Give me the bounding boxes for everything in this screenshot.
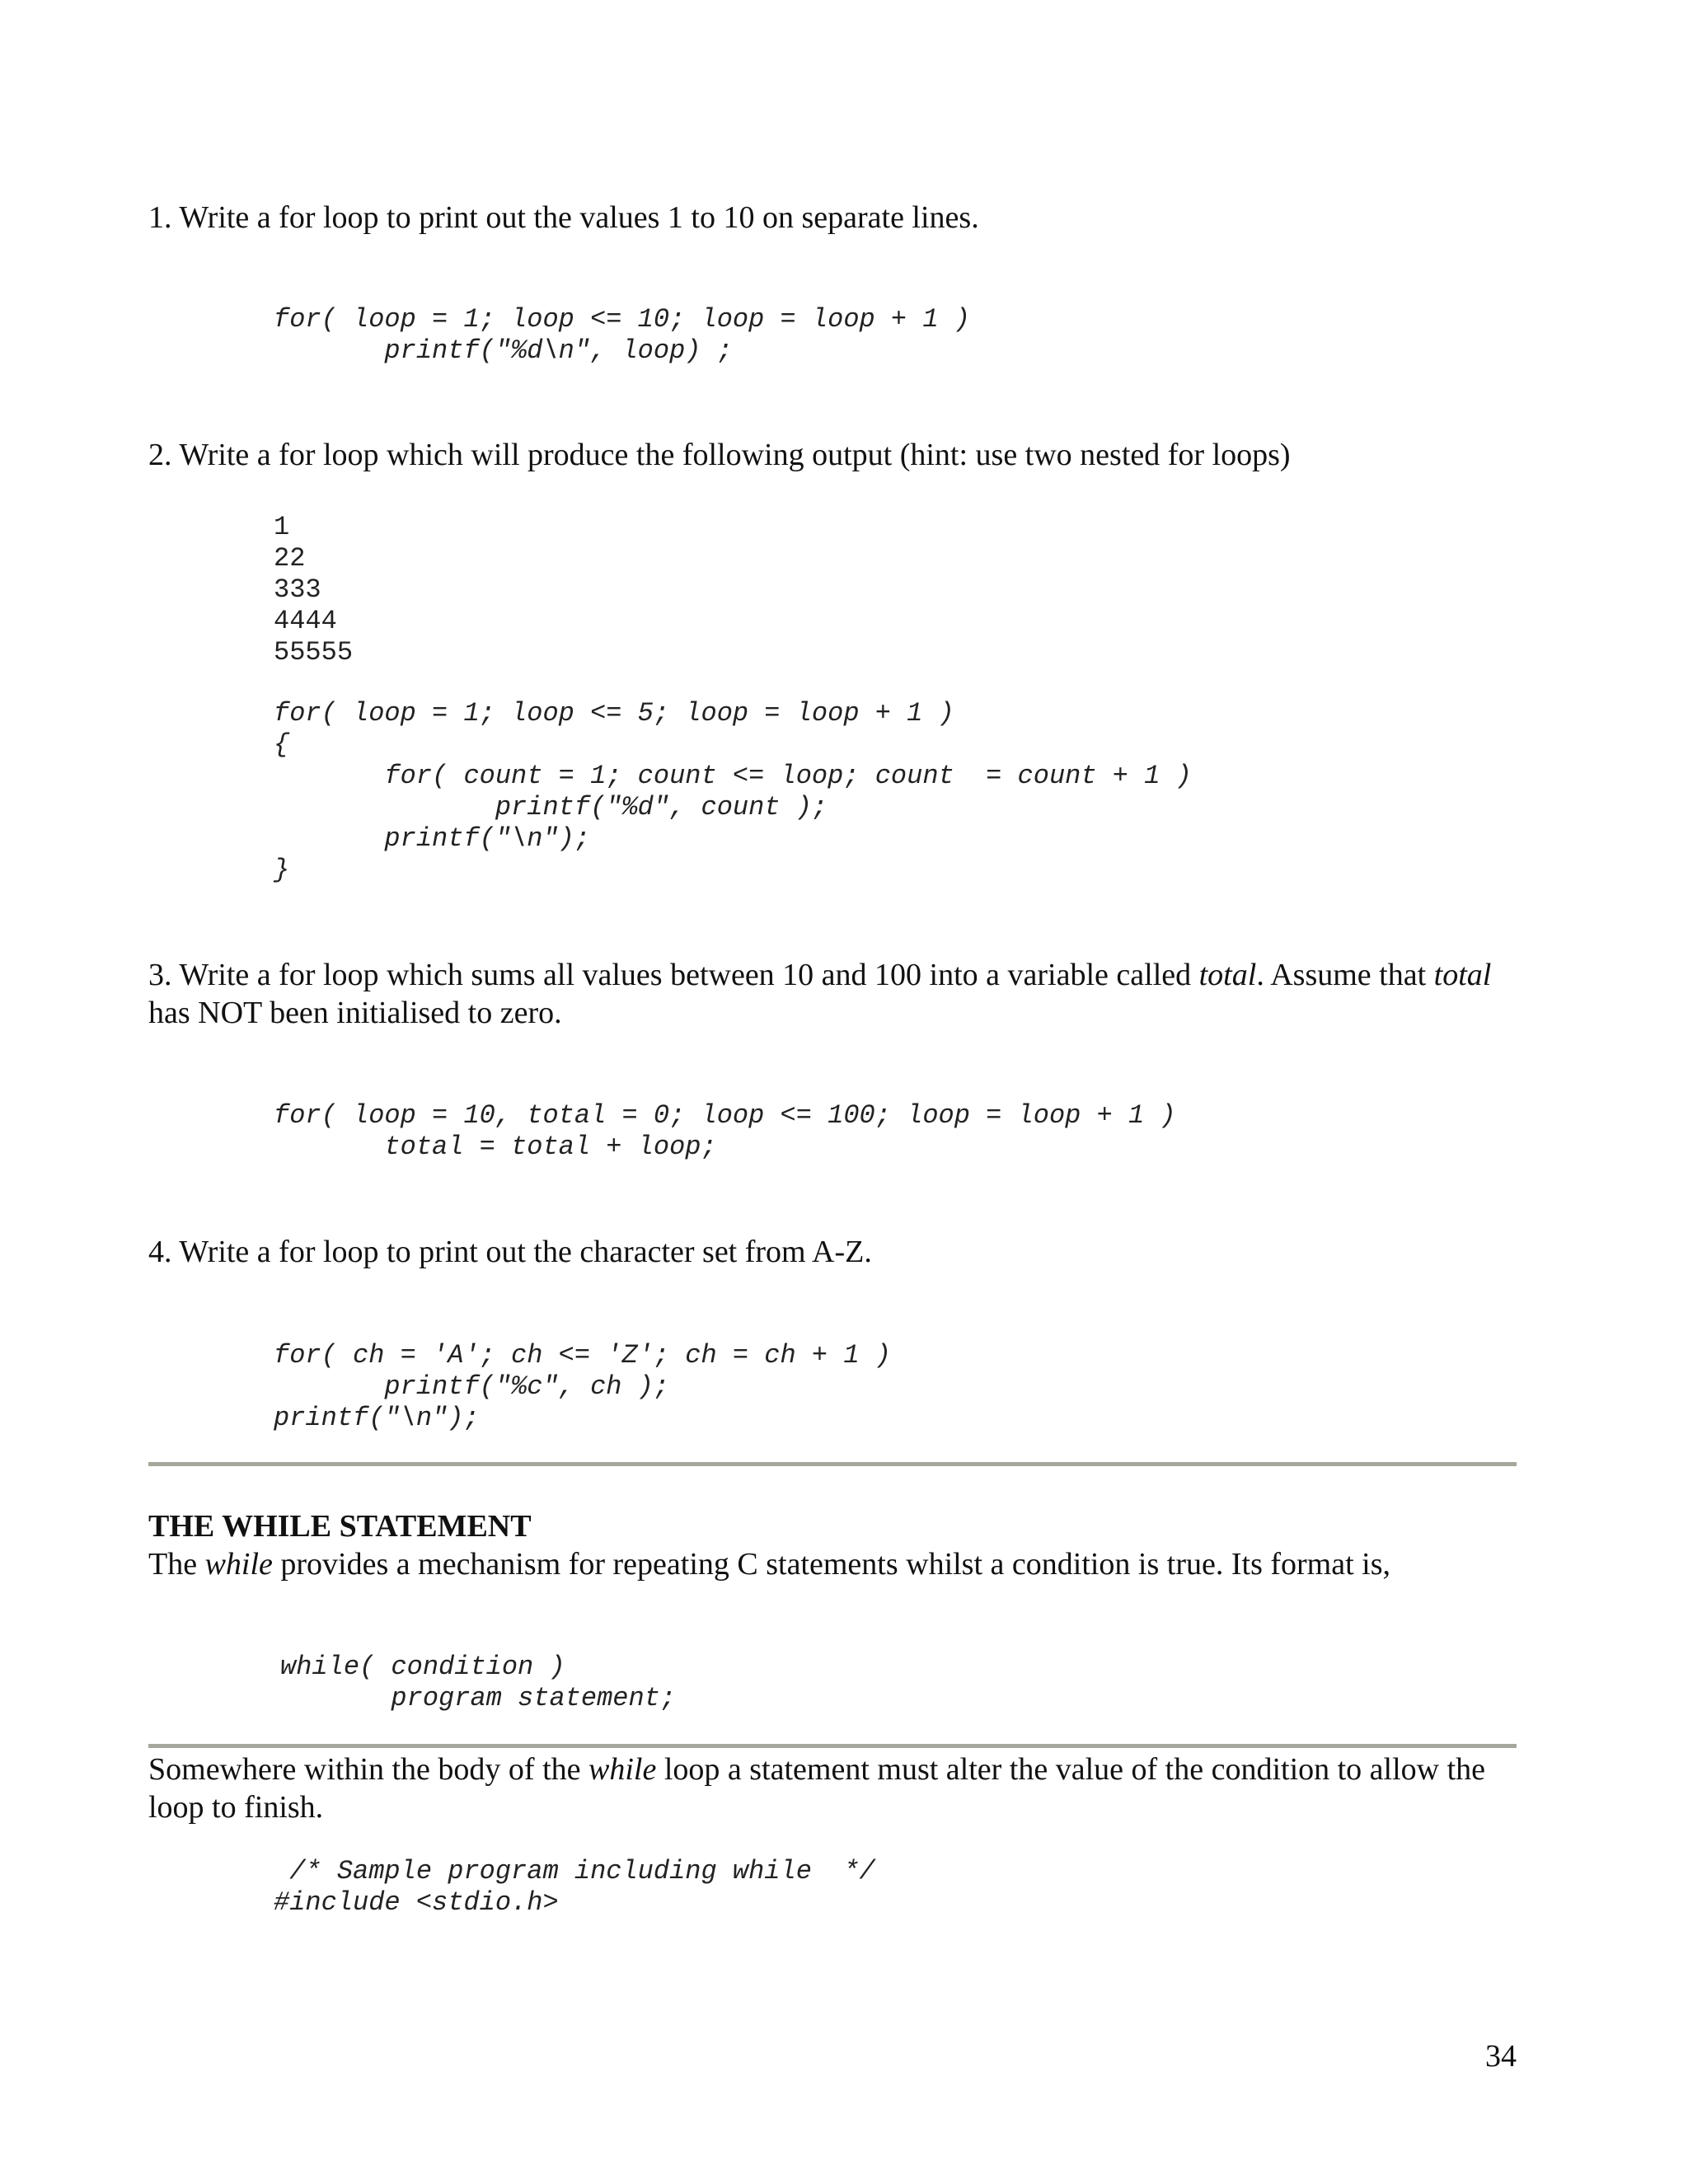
- section-heading: THE WHILE STATEMENT: [148, 1509, 532, 1544]
- while-intro-after: provides a mechanism for repeating C statements whilst a condition is true. Its format is,: [272, 1547, 1390, 1582]
- section-divider-top: [148, 1462, 1517, 1466]
- question-2-text: 2. Write a for loop which will produce the following output (hint: use two nested for loops): [148, 438, 1291, 472]
- question-2-output: 1 22 333 4444 55555: [274, 512, 354, 668]
- question-3-variable: total: [1198, 958, 1257, 992]
- question-3-variable-2: total: [1433, 958, 1492, 992]
- question-3-code: for( loop = 10, total = 0; loop <= 100; loop = loop + 1 ) total = total + loop;: [274, 1100, 1176, 1162]
- while-sample-code: /* Sample program including while */ #include <stdio.h>: [274, 1856, 875, 1918]
- while-intro-keyword: while: [204, 1547, 273, 1582]
- question-3-text-middle: . Assume that: [1256, 958, 1434, 992]
- question-2-code: for( loop = 1; loop <= 5; loop = loop + 1 ) { for( count = 1; count <= loop; count = count + 1 ) printf("%d", count ); printf("\n"); }: [274, 698, 1192, 885]
- question-3-text: [148, 956, 1517, 1032]
- while-note-keyword: while: [588, 1752, 657, 1787]
- while-intro-before: The: [148, 1547, 205, 1582]
- question-3-text-after: has NOT been initialised to zero.: [148, 996, 562, 1030]
- question-3-text-before: 3. Write a for loop which sums all values between 10 and 100 into a variable called: [148, 958, 1199, 992]
- while-note-after: loop a statement must alter the value of the condition to allow the loop to finish.: [148, 1752, 1486, 1825]
- question-1-code: for( loop = 1; loop <= 10; loop = loop + 1 ) printf("%d\n", loop) ;: [274, 304, 970, 366]
- question-4-code: for( ch = 'A'; ch <= 'Z'; ch = ch + 1 ) printf("%c", ch ); printf("\n");: [274, 1340, 891, 1433]
- page-number: 34: [1485, 2039, 1517, 2074]
- section-divider-bottom: [148, 1744, 1517, 1748]
- while-format-code: while( condition ) program statement;: [280, 1652, 677, 1713]
- while-intro-text: [148, 1545, 1517, 1583]
- while-note-before: Somewhere within the body of the: [148, 1752, 589, 1787]
- while-note-text: [148, 1750, 1517, 1826]
- question-1-text: 1. Write a for loop to print out the values 1 to 10 on separate lines.: [148, 200, 979, 235]
- question-4-text: 4. Write a for loop to print out the character set from A-Z.: [148, 1235, 872, 1269]
